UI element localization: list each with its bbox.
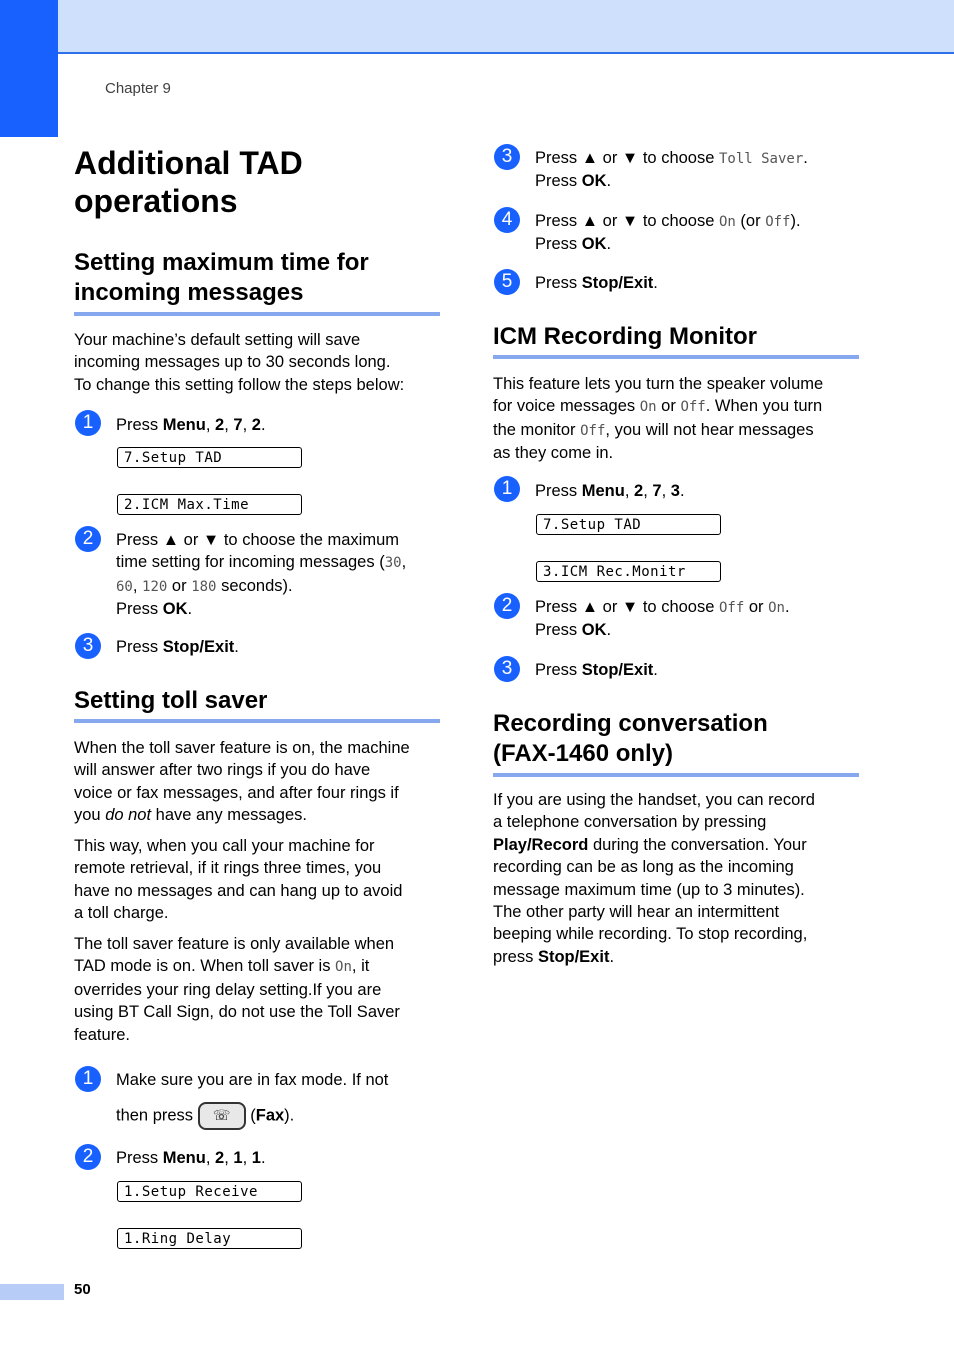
lcd-display: 1.Ring Delay	[117, 1228, 302, 1249]
section-max-time	[74, 248, 440, 316]
step-number: 5	[494, 269, 520, 295]
left-column	[74, 144, 440, 220]
step-text: Press ▲ or ▼ to choose Off or On. Press OK.	[535, 598, 790, 640]
step-number: 3	[75, 633, 101, 659]
lcd-display: 7.Setup TAD	[117, 447, 302, 468]
step-text: Press ▲ or ▼ to choose On (or Off). Press OK.	[535, 212, 801, 254]
page-number: 50	[74, 1281, 91, 1298]
lcd-display: 3.ICM Rec.Monitr	[536, 561, 721, 582]
section-recording	[493, 709, 859, 777]
step-text: Press Menu, 2, 7, 2.	[116, 416, 266, 434]
heading-rule	[493, 355, 859, 359]
section-toll-saver	[74, 686, 440, 723]
max-time-intro: Your machine’s default setting will save incoming messages up to 30 seconds long. To change this setting follow the steps below:	[74, 331, 405, 394]
chapter-label: Chapter 9	[105, 80, 171, 97]
step-text: Press Menu, 2, 7, 3.	[535, 482, 685, 500]
fax-icon: ☏	[198, 1102, 246, 1130]
toll-paragraph-1: When the toll saver feature is on, the machine will answer after two rings if you do have voice or fax messages, and after four rings if you do not have any messages.	[74, 739, 410, 825]
heading-rule	[493, 773, 859, 777]
section-heading: ICM Recording Monitor	[493, 323, 757, 350]
step-text: Make sure you are in fax mode. If not	[116, 1071, 389, 1089]
step-number: 3	[494, 656, 520, 682]
step-number: 1	[75, 1066, 101, 1092]
step-number: 2	[75, 526, 101, 552]
lcd-display: 1.Setup Receive	[117, 1181, 302, 1202]
step-text: Press Stop/Exit.	[535, 274, 658, 292]
heading-rule	[74, 312, 440, 316]
section-icm	[493, 322, 859, 359]
page-tab	[0, 1284, 64, 1300]
step-text: Press Menu, 2, 1, 1.	[116, 1149, 266, 1167]
toll-paragraph-2: This way, when you call your machine for remote retrieval, if it rings three times, you have no messages and can hang up to avoid a toll charge.	[74, 837, 403, 923]
header-band	[0, 0, 954, 54]
step-text: Press ▲ or ▼ to choose Toll Saver. Press OK.	[535, 149, 808, 191]
toll-paragraph-3: The toll saver feature is only available when TAD mode is on. When toll saver is On, it overrides your ring delay setting.If you are using BT Call Sign, do not use the Toll Saver feature.	[74, 935, 400, 1044]
heading-rule	[74, 719, 440, 723]
lcd-display: 2.ICM Max.Time	[117, 494, 302, 515]
section-heading: Setting maximum time for incoming messages	[74, 249, 369, 306]
step-number: 1	[75, 410, 101, 436]
page-title: Additional TAD operations	[74, 145, 303, 219]
step-number: 2	[75, 1144, 101, 1170]
step-number: 4	[494, 207, 520, 233]
chapter-tab	[0, 0, 58, 137]
section-heading: Setting toll saver	[74, 687, 268, 714]
lcd-display: 7.Setup TAD	[536, 514, 721, 535]
step-text: Press ▲ or ▼ to choose the maximum time setting for incoming messages (30, 60, 120 or 180 seconds). Press OK.	[116, 531, 407, 619]
step-text: Press Stop/Exit.	[116, 638, 239, 656]
step-text: Press Stop/Exit.	[535, 661, 658, 679]
section-heading: Recording conversation (FAX-1460 only)	[493, 710, 768, 767]
step-number: 2	[494, 593, 520, 619]
recording-paragraph: If you are using the handset, you can record a telephone conversation by pressing Play/Record during the conversation. Your recording can be as long as the incoming message maximum time (up to 3 minutes). The other party will hear an intermittent beeping while recording. To stop recording, press Stop/Exit.	[493, 791, 815, 966]
step-number: 3	[494, 144, 520, 170]
step-number: 1	[494, 476, 520, 502]
icm-paragraph: This feature lets you turn the speaker volume for voice messages On or Off. When you turn the monitor Off, you will not hear messages as they come in.	[493, 375, 824, 463]
step-text: then press ☏ (Fax).	[116, 1102, 446, 1130]
